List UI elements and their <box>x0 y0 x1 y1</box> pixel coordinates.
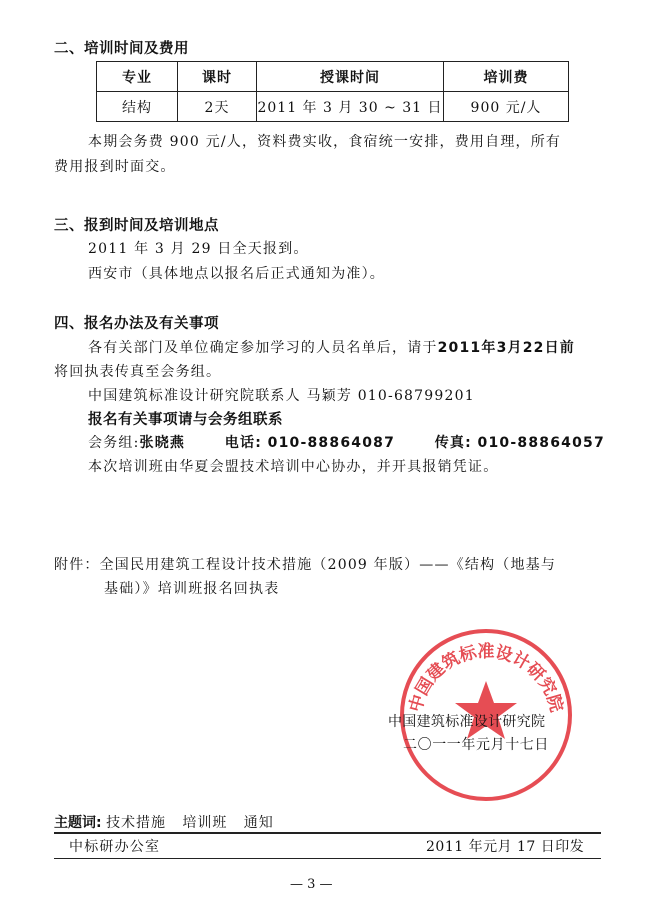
fee-note-line-2: 费用报到时面交。 <box>54 159 176 175</box>
signup-deadline: 2011年3月22日前 <box>437 340 575 356</box>
phone-label: 电话: <box>224 435 262 451</box>
keywords-value: 技术措施 培训班 通知 <box>106 815 274 831</box>
print-date: 2011 年元月 17 日印发 <box>426 839 585 855</box>
table-cell: 900 元/人 <box>444 92 569 122</box>
table-header-cell: 授课时间 <box>257 62 444 92</box>
registration-date: 2011 年 3 月 29 日全天报到。 <box>88 241 309 257</box>
table-header-cell: 课时 <box>178 62 257 92</box>
issue-date: 二〇一一年元月十七日 <box>403 737 549 753</box>
attachment-line-1: 附件：全国民用建筑工程设计技术措施（2009 年版）——《结构（地基与 <box>54 557 557 573</box>
table-row <box>97 92 569 122</box>
section-2-heading: 二、培训时间及费用 <box>54 41 189 57</box>
contact-person-line: 中国建筑标准设计研究院联系人 马颖芳 010-68799201 <box>88 388 475 404</box>
seal-text: 中国建筑标准设计研究院 <box>405 642 567 715</box>
section-3-heading: 三、报到时间及培训地点 <box>54 218 219 234</box>
signup-instruction <box>88 337 575 357</box>
signup-instruction-text: 各有关部门及单位确定参加学习的人员名单后，请于 <box>88 340 438 356</box>
training-schedule-table <box>96 61 569 122</box>
contact-heading: 报名有关事项请与会务组联系 <box>88 412 283 428</box>
group-contact-name: 张晓燕 <box>139 435 186 451</box>
assist-note: 本次培训班由华夏会盟技术培训中心协办，并开具报销凭证。 <box>88 459 499 475</box>
table-cell: 2天 <box>178 92 257 122</box>
table-header-cell: 培训费 <box>444 62 569 92</box>
fax-instruction: 将回执表传真至会务组。 <box>54 364 222 380</box>
group-label: 会务组: <box>88 435 140 451</box>
keywords-line <box>54 812 274 832</box>
page-number: — 3 — <box>290 877 333 892</box>
fee-note-line-1: 本期会务费 900 元/人，资料费实收，食宿统一安排，费用自理，所有 <box>88 134 562 150</box>
footer-top-rule <box>54 832 601 834</box>
issuing-organization: 中国建筑标准设计研究院 <box>388 714 546 730</box>
table-cell: 2011 年 3 月 30 ~ 31 日 <box>257 92 444 122</box>
fax-label: 传真: <box>434 435 472 451</box>
table-header-cell: 专业 <box>97 62 178 92</box>
table-header-row <box>97 62 569 92</box>
contact-group-line <box>88 432 605 452</box>
footer-bottom-rule <box>54 858 601 859</box>
table-cell: 结构 <box>97 92 178 122</box>
keywords-label: 主题词: <box>54 815 102 831</box>
attachment-line-2: 基础）》培训班报名回执表 <box>104 581 280 597</box>
phone-number: 010-88864087 <box>267 435 396 451</box>
issuing-office: 中标研办公室 <box>69 839 161 855</box>
section-4-heading: 四、报名办法及有关事项 <box>54 316 219 332</box>
training-location: 西安市（具体地点以报名后正式通知为准）。 <box>88 266 385 282</box>
fax-number: 010-88864057 <box>477 435 605 451</box>
